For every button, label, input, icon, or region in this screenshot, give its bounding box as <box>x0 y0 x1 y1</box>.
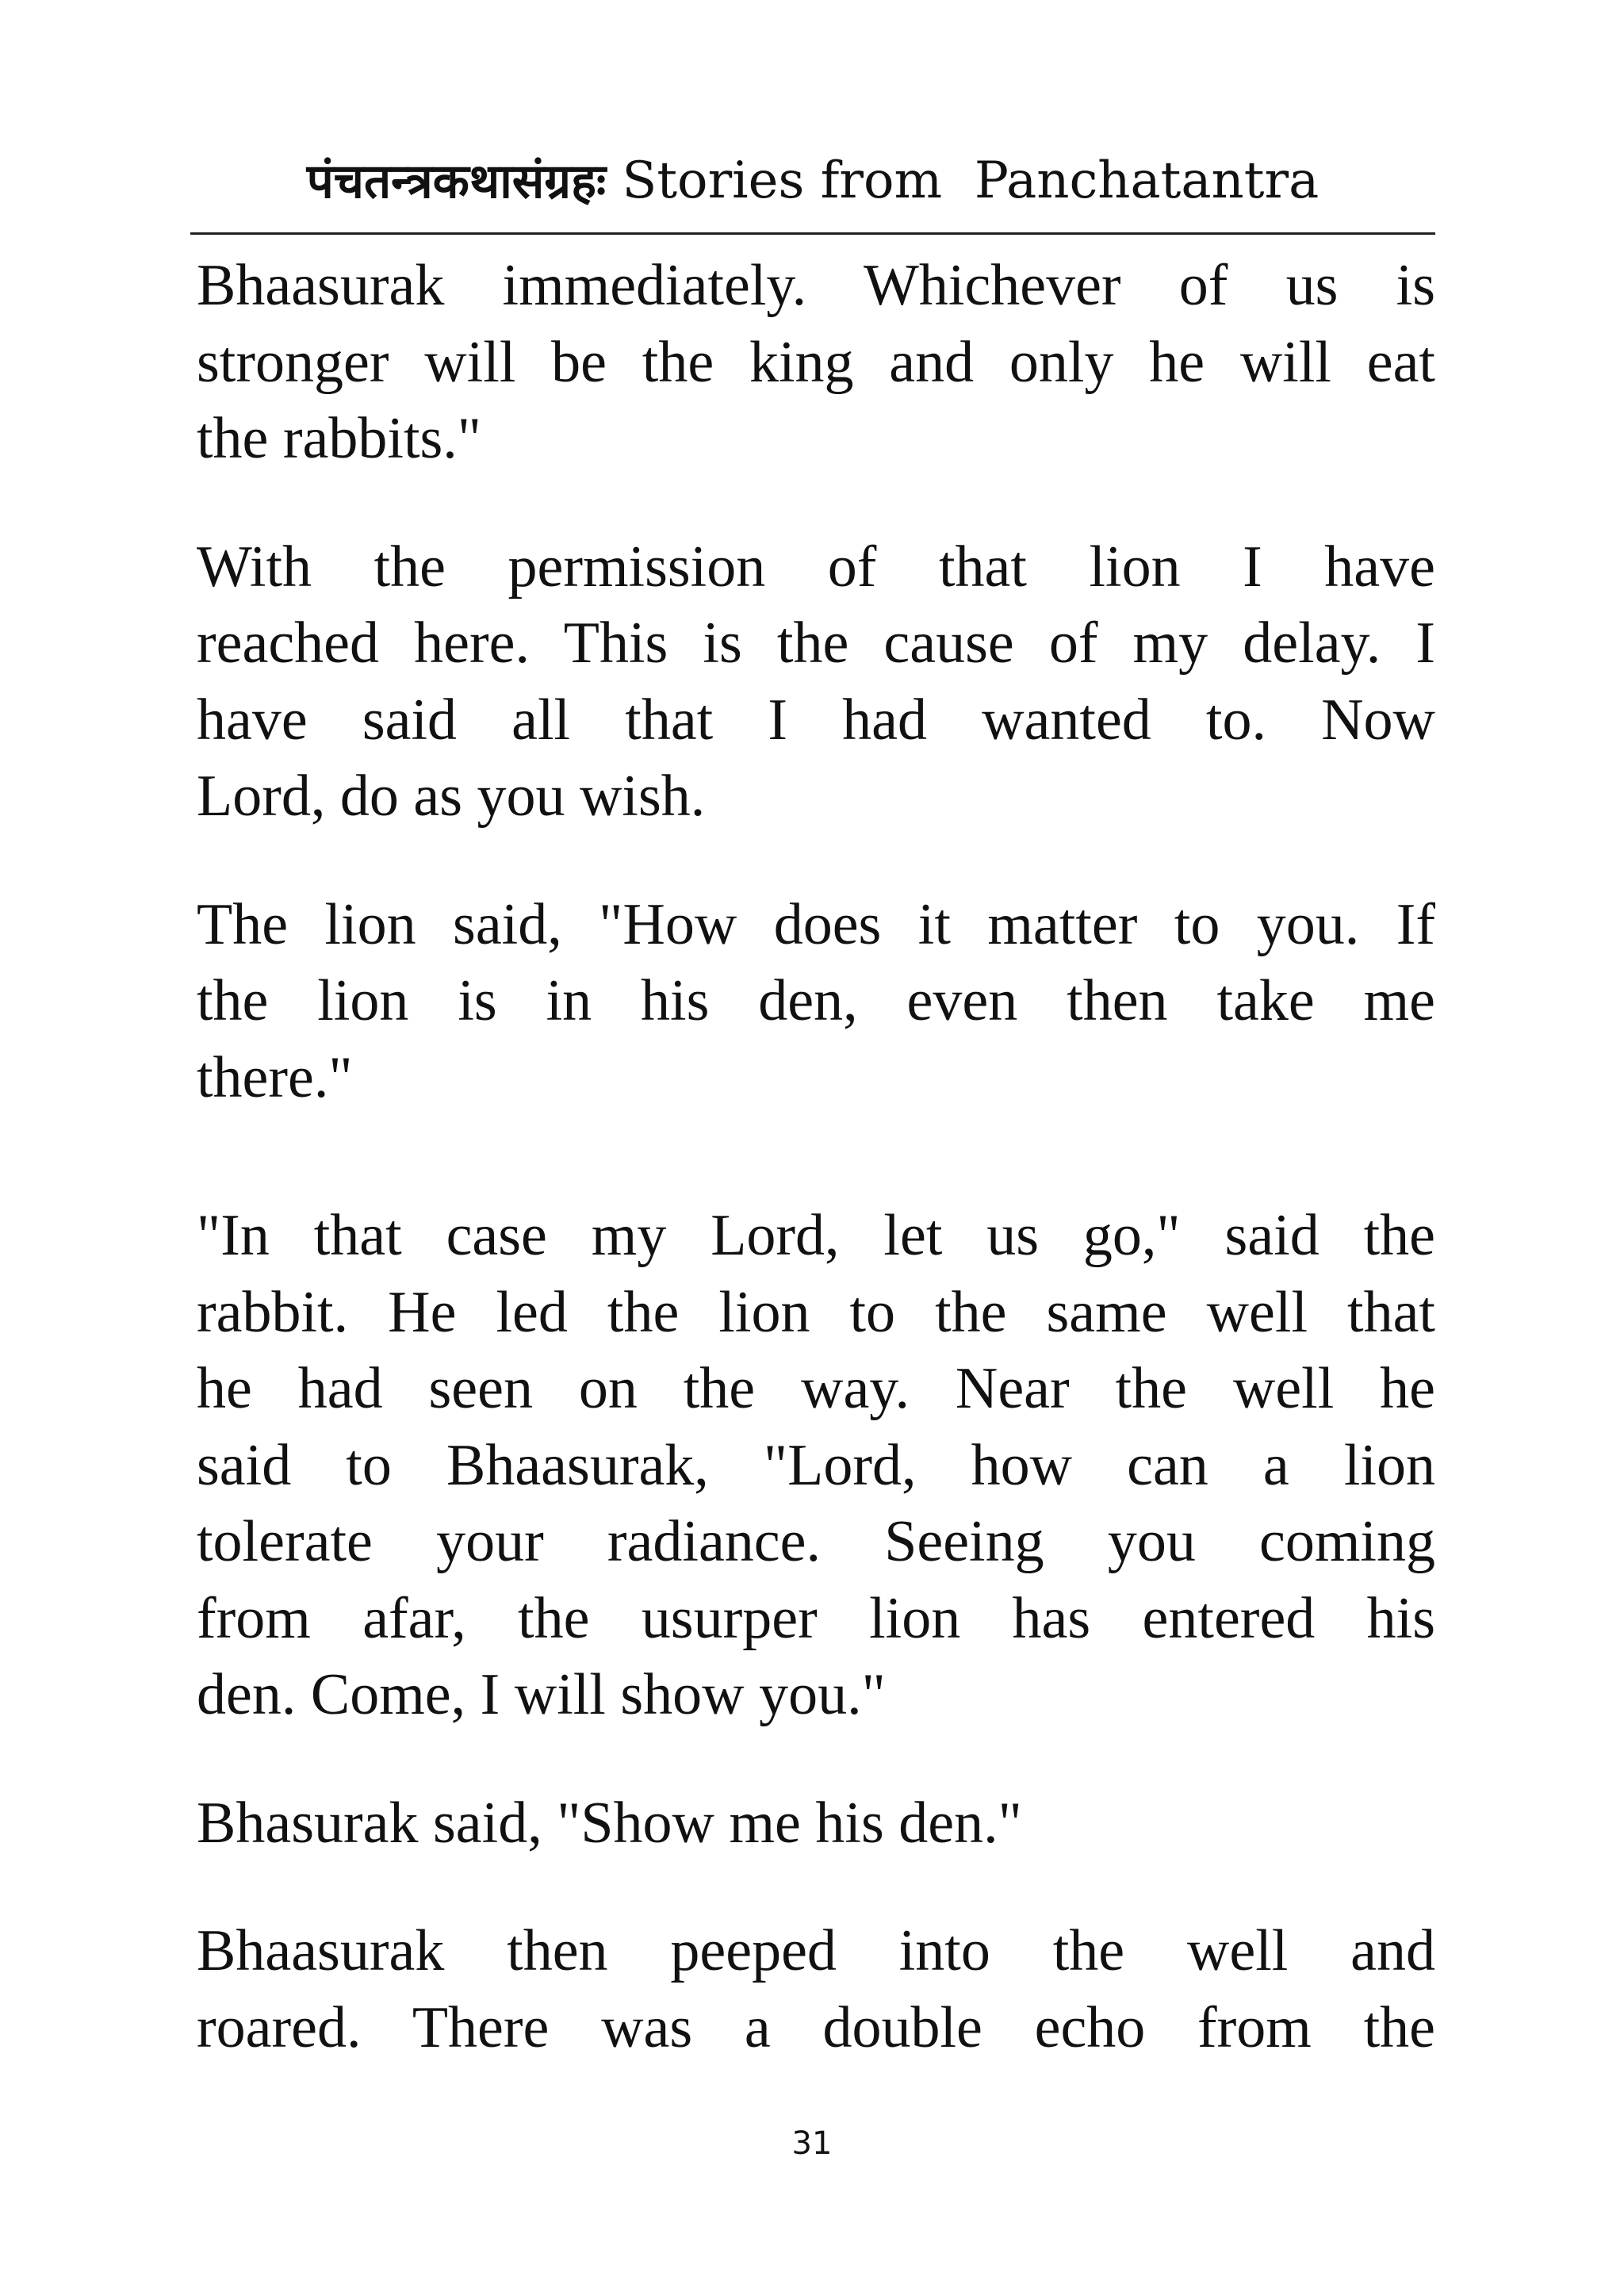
page-number: 31 <box>791 2125 833 2162</box>
text-line: there." <box>197 1044 353 1110</box>
header-title-english: Stories from Panchatantra <box>622 151 1320 210</box>
text-line: roared. There was a double echo from the <box>197 1994 1435 2060</box>
running-header <box>190 148 1435 215</box>
text-line: have said all that I had wanted to. Now <box>197 687 1435 753</box>
text-line: said to Bhaasurak, "Lord, how can a lion <box>197 1432 1435 1498</box>
text-line: reached here. This is the cause of my delay. I <box>197 611 1435 676</box>
paragraph <box>197 887 1435 1117</box>
text-line: With the permission of that lion I have <box>197 534 1435 600</box>
text-line: he had seen on the way. Near the well he <box>197 1356 1435 1421</box>
text-line: "In that case my Lord, let us go," said the <box>197 1203 1435 1268</box>
text-line: tolerate your radiance. Seeing you coming <box>197 1509 1435 1574</box>
header-divider <box>190 232 1435 235</box>
text-line: Bhasurak said, "Show me his den." <box>197 1790 1022 1856</box>
text-line: Bhaasurak then peeped into the well and <box>197 1918 1435 1983</box>
paragraph <box>197 1197 1435 1734</box>
text-line: The lion said, "How does it matter to you. If <box>197 891 1435 957</box>
story-text <box>197 247 1435 2066</box>
header-title-devanagari: पंचतन्त्रकथासंग्रहः <box>306 154 607 209</box>
paragraph <box>197 1913 1435 2066</box>
text-line: Lord, do as you wish. <box>197 764 706 829</box>
text-line: Bhaasurak immediately. Whichever of us is <box>197 253 1435 318</box>
text-line: from afar, the usurper lion has entered his <box>197 1585 1435 1651</box>
text-line: rabbit. He led the lion to the same well that <box>197 1279 1435 1345</box>
text-line: stronger will be the king and only he will eat <box>197 329 1435 395</box>
paragraph <box>197 1785 1435 1862</box>
text-line: the lion is in his den, even then take me <box>197 968 1435 1033</box>
paragraph <box>197 529 1435 835</box>
paragraph <box>197 247 1435 477</box>
text-line: den. Come, I will show you." <box>197 1662 886 1727</box>
text-line: the rabbits." <box>197 406 482 471</box>
